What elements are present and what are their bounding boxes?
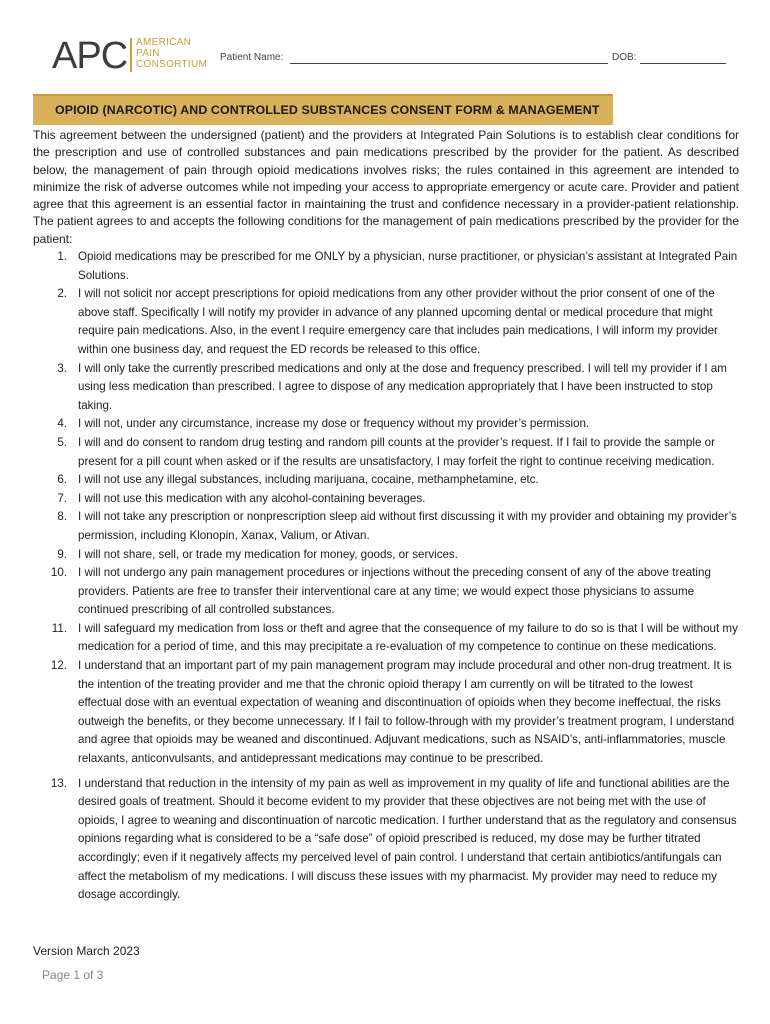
item-number: 11. [51,621,67,635]
patient-name-label: Patient Name: [220,52,284,63]
list-item [33,490,739,509]
apc-logo [52,36,212,76]
logo-line: PAIN [136,48,160,59]
item-number: 5. [57,435,67,449]
item-number: 1. [57,250,67,263]
item-number: 8. [57,510,67,524]
list-item [33,775,739,905]
item-text: I will not undergo any pain management procedures or injections without the preceding consent of any of the above treating providers. Patients are free to transfer their interventional care at any time; we would expect those physicians to assume continued prescribing of all controlled substances. [78,566,711,617]
item-number: 10. [50,566,67,580]
item-number: 13. [50,776,67,790]
list-item [33,248,739,285]
dob-label: DOB: [612,52,637,63]
logo-line: CONSORTIUM [136,59,208,70]
list-item [33,508,739,545]
item-number: 7. [57,491,67,505]
logo-divider [130,38,132,72]
item-number: 2. [57,287,67,301]
item-number: 9. [57,547,67,561]
logo-wordmark [136,37,207,70]
item-text: I will not, under any circumstance, increase my dose or frequency without my provider’s permission. [78,417,590,431]
page-title: OPIOID (NARCOTIC) AND CONTROLLED SUBSTANCES CONSENT FORM & MANAGEMENT [55,103,600,117]
item-text: I will not share, sell, or trade my medication for money, goods, or services. [78,547,458,561]
item-number: 4. [57,417,67,431]
item-text: I will safeguard my medication from loss or theft and agree that the consequence of my failure to do so is that I will be without my medication for a period of time, and this may precipitate a re-evaluation of my competence to continue on these medications. [78,621,738,654]
item-text: I will not solicit nor accept prescriptions for opioid medications from any other provider without the prior consent of one of the above staff. Specifically I will notify my provider in advance of any planned upcoming dental or medical procedure that might require pain medications. Also, in the event I require emergency care that includes pain medications, I will inform my provider within one business day, and request the ED records be released to this office. [78,287,718,356]
item-number: 6. [57,473,67,487]
item-text: Opioid medications may be prescribed for me ONLY by a physician, nurse practitioner, or physician’s assistant at Integrated Pain Solutions. [78,250,738,282]
list-item [33,620,739,657]
list-item [33,360,739,416]
logo-mark: APC [52,35,128,77]
list-item [33,657,739,769]
page-number: Page 1 of 3 [42,968,104,982]
item-text: I understand that an important part of my pain management program may include procedural and other non-drug treatment. It is the intention of the treating provider and me that the chronic opioid therapy I am currently on will be titrated to the lowest effectual dose with an eventual expectation of weaning and discontinuation of opioids when they become ineffectual, the risks outweigh the benefits, or they become unnecessary. If I fail to follow-through with my provider’s treatment program, I understand and agree that opioids may be weaned and discontinued. Adjuvant medications, such as NSAID’s, anti-inflammatories, muscle relaxants, anticonvulsants, and antidepressant medications may continue to be prescribed. [78,659,735,766]
item-text: I understand that reduction in the intensity of my pain as well as improvement in my quality of life and functional abilities are the desired goals of treatment. Should it become evident to my provider that these objectives are not being met with the use of opioids, I agree to weaning and discontinuation of narcotic medication. I further understand that as the regulatory and consensus opinions regarding what is considered to be a “safe dose” of opioid prescribed is reduced, my dose may be further titrated accordingly; even if it negatively affects my perceived level of pain control. I understand that certain antibiotics/antifungals can affect the metabolism of my medications. I will discuss these issues with my pharmacist. My provider may need to reduce my dosage accordingly. [78,776,737,902]
item-text: I will not take any prescription or nonprescription sleep aid without first discussing it with my provider and obtaining my provider’s permission, including Klonopin, Xanax, Valium, or Ativan. [78,510,737,542]
list-item [33,471,739,490]
version-label: Version March 2023 [33,944,140,958]
intro-paragraph: This agreement between the undersigned (patient) and the providers at Integrated Pain Solutions is to establish clear conditions for the prescription and use of controlled substances and pain medications prescribed by the provider for the patient. As described below, the management of pain through opioid medications involves risks; the rules contained in this agreement are intended to minimize the risk of adverse outcomes while not impeding your access to appropriate emergency or acute care. Provider and patient agree that this agreement is an essential factor in maintaining the trust and confidence necessary in a provider-patient relationship. The patient agrees to and accepts the following conditions for the management of pain medications prescribed by the provider for the patient: [33,128,739,246]
conditions-list [33,248,739,905]
dob-field[interactable] [640,63,726,64]
patient-name-field[interactable] [290,63,608,64]
list-item [33,434,739,471]
list-item [33,285,739,359]
list-item [33,415,739,434]
title-banner [33,94,613,125]
item-text: I will not use this medication with any alcohol-containing beverages. [78,491,426,505]
item-number: 12. [50,659,67,673]
logo-line: AMERICAN [136,37,192,48]
item-text: I will not use any illegal substances, including marijuana, cocaine, methamphetamine, etc. [78,473,539,487]
list-item [33,564,739,620]
item-text: I will and do consent to random drug testing and random pill counts at the provider’s request. If I fail to provide the sample or present for a pill count when asked or if the results are unsatisfactory, I may forfeit the right to continue receiving medication. [78,435,715,468]
list-item [33,546,739,565]
item-text: I will only take the currently prescribed medications and only at the dose and frequency prescribed. I will tell my provider if I am using less medication than prescribed. I agree to dispose of any medication appropriately that I have been instructed to stop taking. [78,361,727,412]
item-number: 3. [57,361,67,375]
